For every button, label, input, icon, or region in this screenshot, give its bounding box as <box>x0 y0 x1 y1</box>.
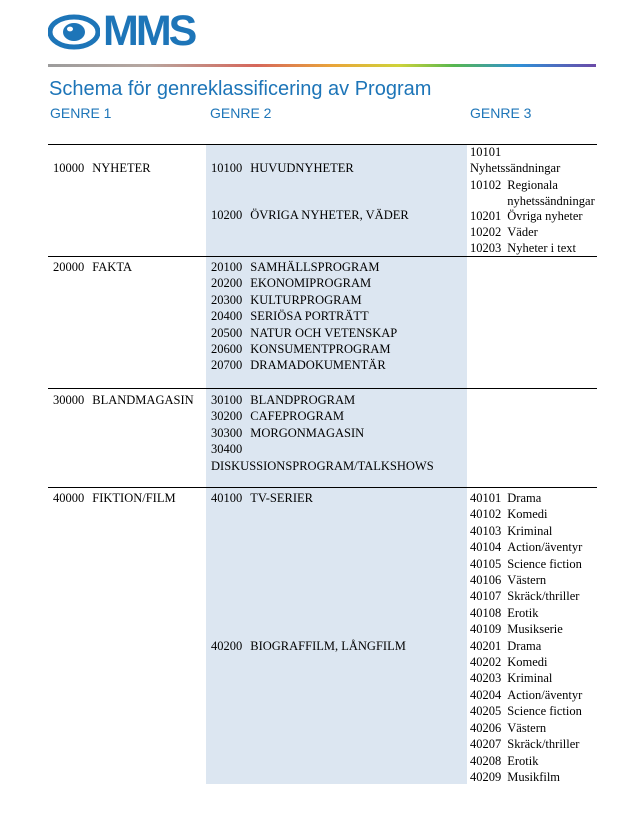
genre-2-code: 20200 <box>211 276 243 291</box>
genre-2-name: BLANDPROGRAM <box>250 393 356 407</box>
genre-3-code: 40105 <box>470 556 502 571</box>
genre-3-item <box>470 490 582 506</box>
genre-2-item <box>211 490 313 506</box>
genre-2-item <box>211 408 344 424</box>
genre-2-code: 20500 <box>211 325 243 340</box>
genre-2-item <box>211 207 409 223</box>
genre-2-item <box>211 357 386 373</box>
genre-3-name: Erotik <box>507 605 539 620</box>
genre-3-code: 40108 <box>470 605 502 620</box>
header-genre-1: GENRE 1 <box>50 105 112 121</box>
genre-1-name: FIKTION/FILM <box>92 491 176 505</box>
genre-2-code: 10100 <box>211 161 243 175</box>
genre-3-name: Musikfilm <box>507 769 561 784</box>
genre-3-item <box>470 240 576 256</box>
genre-3-item <box>470 703 582 719</box>
genre-2-code: 40200 <box>211 639 243 653</box>
genre-3-code: 40101 <box>470 491 502 505</box>
genre-3-code: 10203 <box>470 241 502 255</box>
genre-1-item <box>53 160 151 176</box>
genre-2-code: 40100 <box>211 491 243 505</box>
logo-text: MMS <box>103 7 195 55</box>
genre-3-code: 10201 <box>470 209 502 223</box>
genre-2-code: 30100 <box>211 393 243 407</box>
genre-2-name: KULTURPROGRAM <box>250 292 362 307</box>
genre-3-item <box>470 720 582 736</box>
genre-3-name: Science fiction <box>507 704 582 719</box>
genre-1-code: 20000 <box>53 260 85 274</box>
genre-2-item <box>211 341 391 357</box>
genre-1-name: BLANDMAGASIN <box>92 393 194 407</box>
genre-2-code: 30200 <box>211 409 243 424</box>
genre-3-item <box>470 208 583 224</box>
header-genre-3: GENRE 3 <box>470 105 532 121</box>
genre-3-code: 40205 <box>470 704 502 719</box>
genre-2-name: DISKUSSIONSPROGRAM/TALKSHOWS <box>211 458 434 473</box>
genre-2-name: BIOGRAFFILM, LÅNGFILM <box>250 639 406 653</box>
row-divider <box>48 487 597 488</box>
genre-3-name: Nyheter i text <box>507 241 576 255</box>
genre-3-name: Komedi <box>507 507 548 522</box>
page-title: Schema för genreklassificering av Program <box>49 78 432 100</box>
genre-3-item <box>470 224 538 240</box>
genre-2-item <box>211 292 362 308</box>
genre-3-name: Action/äventyr <box>507 687 583 702</box>
genre-3-code: 40109 <box>470 622 502 637</box>
genre-3-item <box>470 556 582 572</box>
genre-2-name: TV-SERIER <box>250 491 313 505</box>
genre-2-item <box>211 275 371 291</box>
genre-3-item <box>470 572 582 588</box>
rainbow-divider <box>48 64 596 67</box>
genre-1-item <box>53 259 132 275</box>
genre-3-name: Övriga nyheter <box>507 209 583 223</box>
genre-2-item <box>211 259 379 275</box>
genre-2-item <box>211 308 369 324</box>
genre-2-code: 30400 <box>211 442 243 457</box>
genre-3-item <box>470 621 582 637</box>
genre-2-item <box>211 325 397 341</box>
genre-3-item <box>470 177 595 210</box>
genre-1-code: 40000 <box>53 491 85 505</box>
genre-3-name: Regionala nyhetssändningar <box>507 178 595 209</box>
genre-2-code: 30300 <box>211 425 243 440</box>
genre-3-code: 10202 <box>470 225 502 239</box>
genre-2-code: 20600 <box>211 342 243 356</box>
genre-3-name: Musikserie <box>507 622 563 637</box>
genre-3-item <box>470 753 582 769</box>
genre-3-code: 40102 <box>470 507 502 522</box>
genre-3-item <box>470 588 582 604</box>
genre-1-name: FAKTA <box>92 260 132 274</box>
genre-3-name: Science fiction <box>507 556 582 571</box>
genre-3-code: 40209 <box>470 769 502 784</box>
genre-2-code: 10200 <box>211 208 243 222</box>
genre-2-code: 20300 <box>211 292 243 307</box>
genre-2-name: DRAMADOKUMENTÄR <box>250 358 386 373</box>
genre-3-name: Action/äventyr <box>507 540 583 555</box>
genre-3-code: 40207 <box>470 737 502 752</box>
genre-2-item <box>211 392 355 408</box>
genre-3-code: 40204 <box>470 687 502 702</box>
genre-3-item <box>470 736 582 752</box>
genre-2-name: CAFEPROGRAM <box>250 409 345 424</box>
genre-3-name: Västern <box>507 720 547 735</box>
genre-3-name: Drama <box>507 638 542 653</box>
genre-3-item <box>470 687 582 703</box>
genre-3-code: 40104 <box>470 540 502 555</box>
genre-3-item <box>470 605 582 621</box>
genre-3-name: Nyhetssändningar <box>470 161 561 176</box>
genre-3-code: 40106 <box>470 573 502 588</box>
genre-2-name: NATUR OCH VETENSKAP <box>250 325 398 340</box>
eye-icon <box>48 14 100 50</box>
genre-3-code: 40202 <box>470 655 502 670</box>
genre-1-name: NYHETER <box>92 161 151 175</box>
genre-3-item <box>470 506 582 522</box>
genre-3-code: 40203 <box>470 671 502 686</box>
genre-3-name: Drama <box>507 491 542 505</box>
genre-3-name: Kriminal <box>507 671 553 686</box>
genre-3-item <box>470 769 582 785</box>
genre-3-name: Erotik <box>507 753 539 768</box>
genre-3-name: Skräck/thriller <box>507 737 580 752</box>
genre-3-item <box>470 523 582 539</box>
header-genre-2: GENRE 2 <box>210 105 272 121</box>
genre-3-code: 10101 <box>470 145 502 159</box>
genre-2-name: MORGONMAGASIN <box>250 425 365 440</box>
genre-3-name: Väder <box>507 225 538 239</box>
genre-2-name: ÖVRIGA NYHETER, VÄDER <box>250 208 409 222</box>
genre-2-name: SAMHÄLLSPROGRAM <box>250 260 380 274</box>
genre-2-name: HUVUDNYHETER <box>250 161 354 175</box>
genre-1-code: 10000 <box>53 161 85 175</box>
genre-3-name: Komedi <box>507 655 548 670</box>
genre-2-item <box>211 425 364 441</box>
genre-2-name: EKONOMIPROGRAM <box>250 276 372 291</box>
genre-3-code: 40103 <box>470 523 502 538</box>
genre-3-list <box>470 490 582 785</box>
genre-3-item <box>470 539 582 555</box>
genre-1-item <box>53 490 176 506</box>
genre-1-code: 30000 <box>53 393 85 407</box>
genre-3-item <box>470 670 582 686</box>
genre-3-code: 10102 <box>470 178 502 192</box>
genre-3-name: Västern <box>507 573 547 588</box>
genre-3-name: Skräck/thriller <box>507 589 580 604</box>
genre-2-item <box>211 638 406 654</box>
genre-2-code: 20100 <box>211 260 243 274</box>
genre-3-item <box>470 638 582 654</box>
genre-2-name: KONSUMENTPROGRAM <box>250 342 391 356</box>
genre-3-item <box>470 144 560 177</box>
genre-2-code: 20400 <box>211 309 243 324</box>
genre-3-code: 40206 <box>470 720 502 735</box>
genre-2-code: 20700 <box>211 358 243 373</box>
genre-1-item <box>53 392 194 408</box>
genre-3-code: 40201 <box>470 638 502 653</box>
genre-2-item <box>211 160 354 176</box>
genre-2-name: SERIÖSA PORTRÄTT <box>250 309 369 324</box>
genre-3-name: Kriminal <box>507 523 553 538</box>
genre-3-item <box>470 654 582 670</box>
genre-2-item <box>211 441 434 474</box>
genre-3-code: 40208 <box>470 753 502 768</box>
genre-3-code: 40107 <box>470 589 502 604</box>
mms-logo <box>48 7 208 55</box>
row-divider <box>48 388 597 389</box>
